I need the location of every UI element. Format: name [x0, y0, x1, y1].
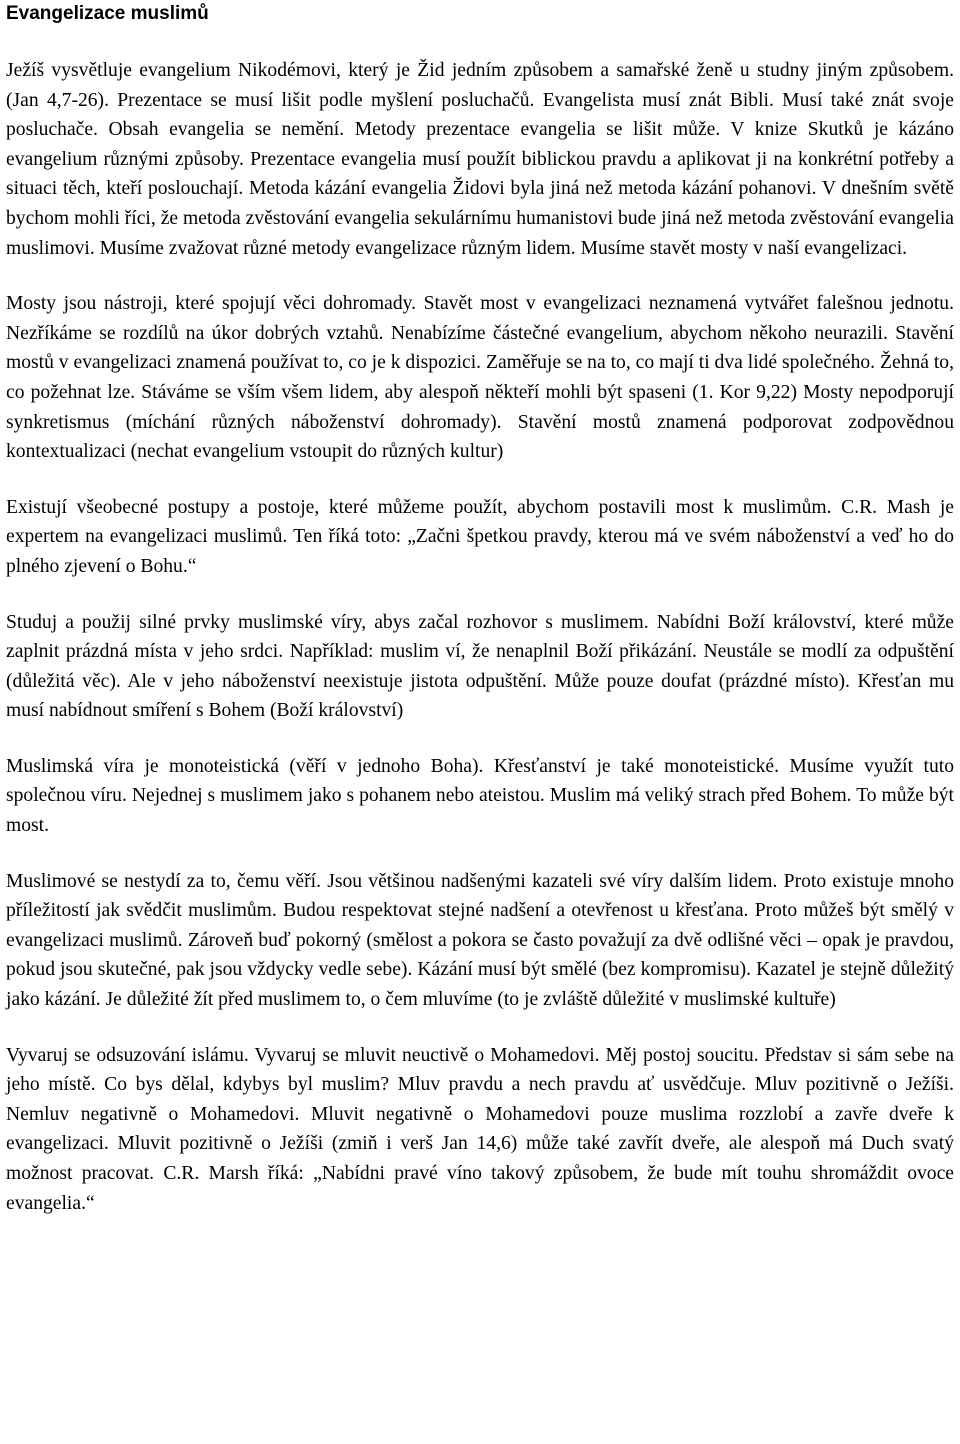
paragraph-monotheism: Muslimská víra je monoteistická (věří v jednoho Boha). Křesťanství je také monoteistické. Musíme využít tuto společnou víru. Nejednej s muslimem jako s pohanem nebo ateistou. Muslim má veliký strach před Bohem. To může být most.: [6, 755, 954, 837]
paragraph-bridges: Mosty jsou nástroji, které spojují věci dohromady. Stavět most v evangelizaci neznamená vytvářet falešnou jednotu. Nezříkáme se rozdílů na úkor dobrých vztahů. Nenabízíme částečné evangelium, abychom někoho neurazili. Stavění mostů v evangelizaci znamená používat to, co je k dispozici. Zaměřuje se na to, co mají ti dva lidé společného. Žehná to, co požehnat lze. Stáváme se vším všem lidem, aby alespoň někteří mohli být spaseni (1. Kor 9,22) Mosty nepodporují synkretismus (míchání různých náboženství dohromady). Stavění mostů znamená podporovat zodpovědnou kontextualizaci (nechat evangelium vstoupit do různých kultur): [6, 293, 954, 463]
paragraph-approaches: Existují všeobecné postupy a postoje, které můžeme použít, abychom postavili most k muslimům. C.R. Mash je expertem na evangelizaci muslimů. Ten říká toto: „Začni špetkou pravdy, kterou má ve svém náboženství a veď ho do plného zjevení o Bohu.“: [6, 496, 954, 577]
paragraph-intro: Ježíš vysvětluje evangelium Nikodémovi, který je Žid jedním způsobem a samařské ženě u studny jiným způsobem. (Jan 4,7-26). Prezentace se musí lišit podle myšlení posluchačů. Evangelista musí znát Bibli. Musí také znát svoje posluchače. Obsah evangelia se nemění. Metody prezentace evangelia se lišit může. V knize Skutků je kázáno evangelium různými způsoby. Prezentace evangelia musí použít biblickou pravdu a aplikovat ji na konkrétní potřeby a situaci těch, kteří poslouchají. Metoda kázání evangelia Židovi byla jiná než metoda kázání pohanovi. V dnešním světě bychom mohli říci, že metoda zvěstování evangelia sekulárnímu humanistovi bude jiná než metoda zvěstování evangelia muslimovi. Musíme zvažovat různé metody evangelizace různým lidem. Musíme stavět mosty v naší evangelizaci.: [6, 60, 954, 259]
paragraph-strong-elements: Studuj a použij silné prvky muslimské víry, abys začal rozhovor s muslimem. Nabídni Boží království, které může zaplnit prázdná místa v jeho srdci. Například: muslim ví, že nenaplnil Boží přikázání. Neustále se modlí za odpuštění (důležitá věc). Ale v jeho náboženství neexistuje jistota odpuštění. Může pouze doufat (prázdné místo). Křesťan mu musí nabídnout smíření s Bohem (Boží království): [6, 611, 954, 722]
paragraph-boldness: Muslimové se nestydí za to, čemu věří. Jsou většinou nadšenými kazateli své víry dalším lidem. Proto existuje mnoho příležitostí jak svědčit muslimům. Budou respektovat stejné nadšení a otevřenost u křesťana. Proto můžeš být smělý v evangelizaci muslimů. Zároveň buď pokorný (smělost a pokora se často považují za dvě odlišné věci – opak je pravdou, pokud jsou skutečné, pak jsou vždycky vedle sebe). Kázání musí být smělé (bez kompromisu). Kazatel je stejně důležitý jako kázání. Je důležité žít před muslimem to, o čem mluvíme (to je zvláště důležité v muslimské kultuře): [6, 870, 954, 1011]
document-title: Evangelizace muslimů: [6, 3, 209, 24]
paragraph-avoid-condemnation: Vyvaruj se odsuzování islámu. Vyvaruj se mluvit neuctivě o Mohamedovi. Měj postoj soucitu. Představ si sám sebe na jeho místě. Co bys dělal, kdybys byl muslim? Mluv pravdu a nech pravdu ať usvědčuje. Mluv pozitivně o Ježíši. Nemluv negativně o Mohamedovi. Mluvit negativně o Mohamedovi pouze muslima rozzlobí a zavře dveře k evangelizaci. Mluvit pozitivně o Ježíši (zmiň i verš Jan 14,6) může také zavřít dveře, ale alespoň má Duch svatý možnost pracovat. C.R. Marsh říká: „Nabídni pravé víno takový způsobem, že bude mít touhu shromáždit ovoce evangelia.“: [6, 1044, 954, 1214]
